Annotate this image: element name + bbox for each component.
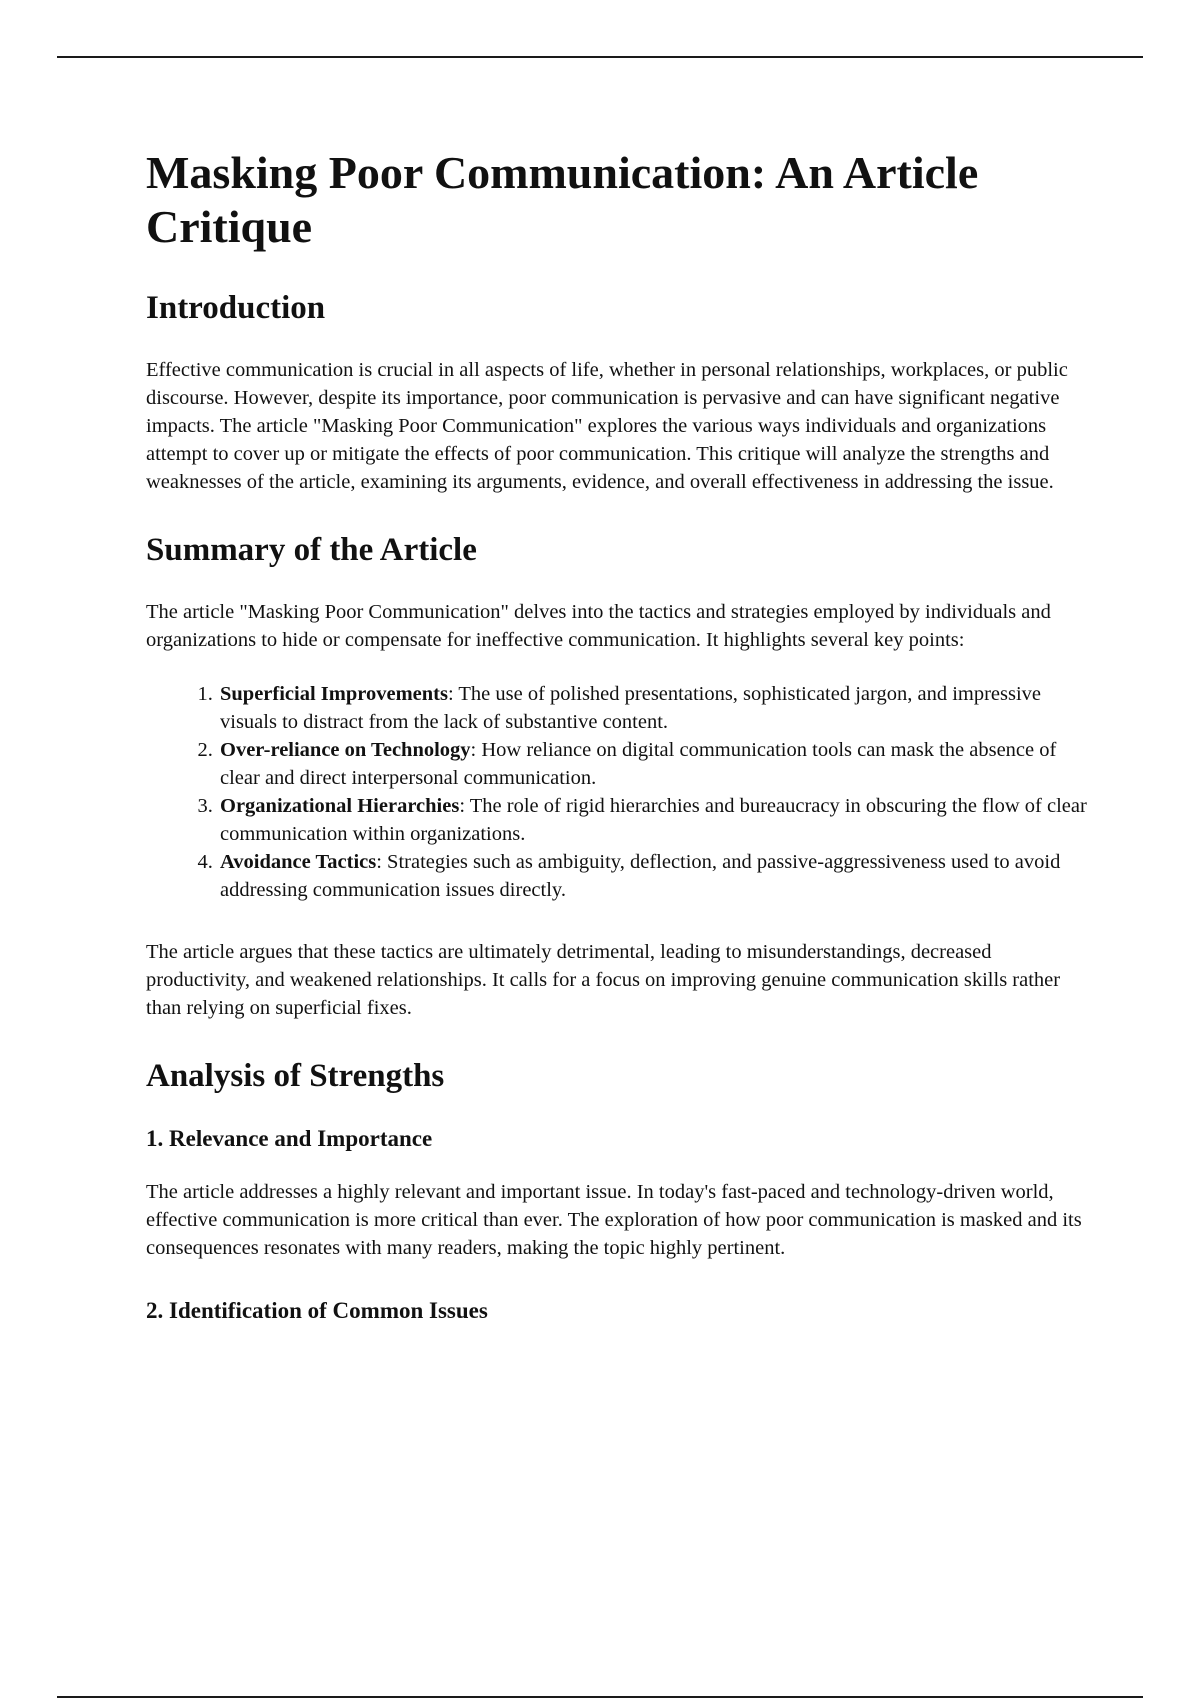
point-term: Superficial Improvements [220, 683, 448, 705]
key-points-list [146, 680, 1096, 904]
document-page [146, 146, 1096, 1350]
common-issues-subheading: 2. Identification of Common Issues [146, 1298, 488, 1323]
point-text: : Strategies such as ambiguity, deflection, and passive-aggressiveness used to avoid addressing communication issues directly. [220, 851, 1061, 901]
bottom-rule [57, 1696, 1143, 1698]
list-item [218, 680, 1096, 736]
summary-intro: The article "Masking Poor Communication" delves into the tactics and strategies employed by individuals and organizations to hide or compensate for ineffective communication. It highlights several key points: [146, 601, 1051, 651]
summary-conclusion: The article argues that these tactics are ultimately detrimental, leading to misunderstandings, decreased productivity, and weakened relationships. It calls for a focus on improving genuine communication skills rather than relying on superficial fixes. [146, 941, 1061, 1019]
point-term: Organizational Hierarchies [220, 795, 460, 817]
strengths-heading: Analysis of Strengths [146, 1058, 445, 1094]
top-rule [57, 56, 1143, 58]
point-text: : The role of rigid hierarchies and bureaucracy in obscuring the flow of clear communication within organizations. [220, 795, 1087, 845]
relevance-paragraph: The article addresses a highly relevant and important issue. In today's fast-paced and technology-driven world, effective communication is more critical than ever. The exploration of how poor communication is masked and its consequences resonates with many readers, making the topic highly pertinent. [146, 1181, 1082, 1259]
document-title: Masking Poor Communication: An Article Critique [146, 147, 979, 252]
introduction-heading: Introduction [146, 290, 326, 326]
point-text: : How reliance on digital communication tools can mask the absence of clear and direct interpersonal communication. [220, 739, 1057, 789]
point-term: Over-reliance on Technology [220, 739, 471, 761]
relevance-subheading: 1. Relevance and Importance [146, 1126, 433, 1151]
list-item [218, 736, 1096, 792]
point-term: Avoidance Tactics [220, 851, 377, 873]
list-item [218, 848, 1096, 904]
point-text: : The use of polished presentations, sophisticated jargon, and impressive visuals to distract from the lack of substantive content. [220, 683, 1042, 733]
list-item [218, 792, 1096, 848]
summary-heading: Summary of the Article [146, 532, 477, 568]
introduction-paragraph: Effective communication is crucial in all aspects of life, whether in personal relationships, workplaces, or public discourse. However, despite its importance, poor communication is pervasive and can have significant negative impacts. The article "Masking Poor Communication" explores the various ways individuals and organizations attempt to cover up or mitigate the effects of poor communication. This critique will analyze the strengths and weaknesses of the article, examining its arguments, evidence, and overall effectiveness in addressing the issue. [146, 359, 1068, 493]
